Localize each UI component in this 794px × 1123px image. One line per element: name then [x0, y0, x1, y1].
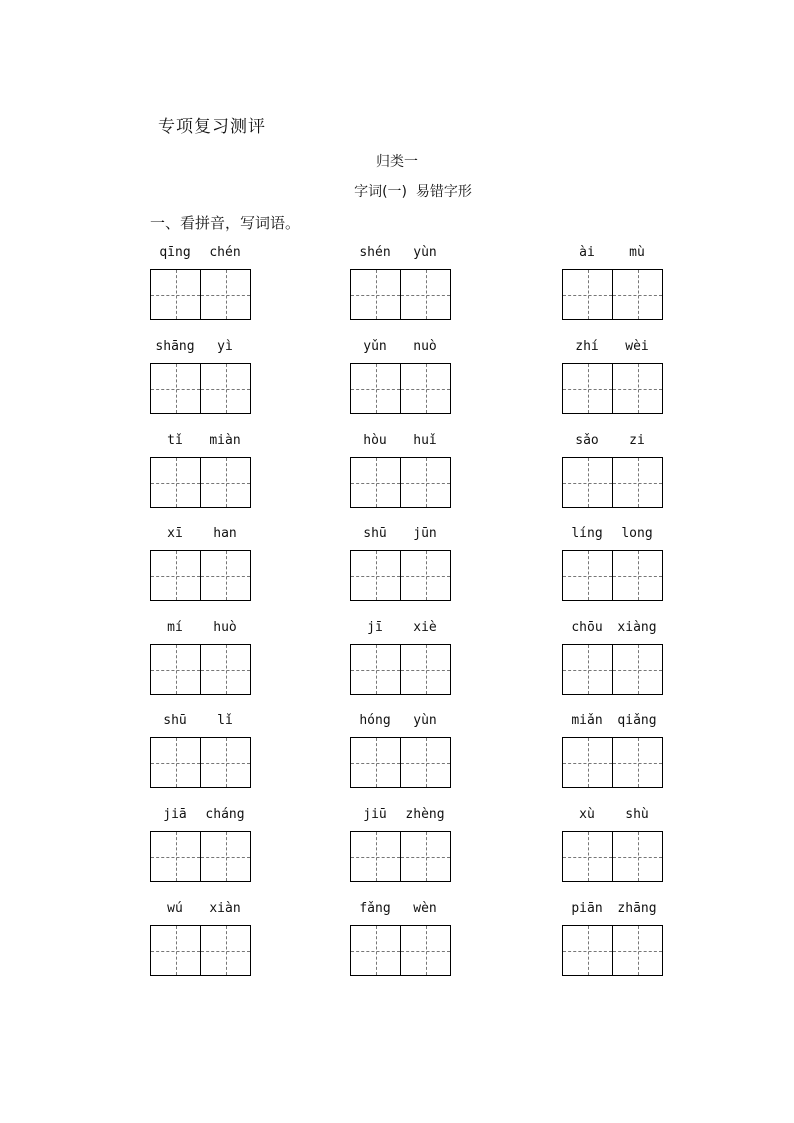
tian-zi-ge-box[interactable]	[562, 457, 613, 508]
tian-zi-ge-box[interactable]	[350, 644, 401, 695]
pinyin-syllable: wú	[167, 901, 183, 916]
writing-boxes	[350, 363, 452, 414]
pinyin-syllable: xiàn	[209, 901, 241, 916]
tian-zi-ge-box[interactable]	[201, 363, 251, 414]
word-item	[562, 620, 664, 695]
writing-boxes	[150, 457, 252, 508]
writing-boxes	[150, 925, 252, 976]
pinyin-syllable: zhèng	[405, 807, 445, 822]
pinyin-syllable: shù	[625, 807, 649, 822]
tian-zi-ge-box[interactable]	[613, 737, 663, 788]
word-item	[562, 526, 664, 601]
pinyin-row	[350, 339, 452, 359]
pinyin-syllable: wèi	[625, 339, 649, 354]
word-item	[562, 901, 664, 976]
pinyin-row	[562, 713, 664, 733]
writing-boxes	[350, 550, 452, 601]
pinyin-row	[350, 713, 452, 733]
word-item	[562, 245, 664, 320]
pinyin-row	[562, 433, 664, 453]
writing-boxes	[350, 925, 452, 976]
word-item	[350, 339, 452, 414]
tian-zi-ge-box[interactable]	[150, 831, 201, 882]
pinyin-syllable: miàn	[209, 433, 241, 448]
word-item	[562, 807, 664, 882]
pinyin-syllable: jiā	[163, 807, 187, 822]
word-item	[562, 433, 664, 508]
section-subtitle: 字词(一) 易错字形	[354, 184, 472, 200]
pinyin-row	[350, 620, 452, 640]
word-item	[350, 620, 452, 695]
tian-zi-ge-box[interactable]	[350, 363, 401, 414]
pinyin-row	[150, 620, 252, 640]
tian-zi-ge-box[interactable]	[350, 925, 401, 976]
word-item	[350, 245, 452, 320]
pinyin-syllable: xiàng	[617, 620, 657, 635]
pinyin-syllable: mù	[629, 245, 645, 260]
writing-boxes	[350, 737, 452, 788]
word-item	[150, 807, 252, 882]
tian-zi-ge-box[interactable]	[562, 363, 613, 414]
pinyin-syllable: miǎn	[571, 713, 603, 728]
pinyin-row	[350, 807, 452, 827]
pinyin-row	[350, 433, 452, 453]
tian-zi-ge-box[interactable]	[562, 269, 613, 320]
word-item	[150, 339, 252, 414]
pinyin-row	[150, 433, 252, 453]
writing-boxes	[562, 925, 664, 976]
pinyin-row	[150, 807, 252, 827]
pinyin-syllable: han	[213, 526, 237, 541]
tian-zi-ge-box[interactable]	[150, 644, 201, 695]
tian-zi-ge-box[interactable]	[401, 269, 451, 320]
tian-zi-ge-box[interactable]	[613, 644, 663, 695]
pinyin-syllable: zhí	[575, 339, 599, 354]
pinyin-row	[562, 807, 664, 827]
pinyin-syllable: fǎng	[359, 901, 391, 916]
word-item	[350, 433, 452, 508]
word-item	[562, 713, 664, 788]
writing-boxes	[350, 644, 452, 695]
tian-zi-ge-box[interactable]	[562, 644, 613, 695]
tian-zi-ge-box[interactable]	[350, 550, 401, 601]
tian-zi-ge-box[interactable]	[401, 925, 451, 976]
writing-boxes	[350, 457, 452, 508]
tian-zi-ge-box[interactable]	[150, 269, 201, 320]
tian-zi-ge-box[interactable]	[613, 831, 663, 882]
pinyin-syllable: jūn	[413, 526, 437, 541]
word-item	[150, 245, 252, 320]
pinyin-syllable: jiū	[363, 807, 387, 822]
writing-boxes	[562, 550, 664, 601]
pinyin-syllable: nuò	[413, 339, 437, 354]
pinyin-syllable: mí	[167, 620, 183, 635]
writing-boxes	[150, 737, 252, 788]
pinyin-syllable: xiè	[413, 620, 437, 635]
tian-zi-ge-box[interactable]	[562, 737, 613, 788]
pinyin-syllable: wèn	[413, 901, 437, 916]
tian-zi-ge-box[interactable]	[401, 644, 451, 695]
tian-zi-ge-box[interactable]	[350, 269, 401, 320]
tian-zi-ge-box[interactable]	[401, 363, 451, 414]
tian-zi-ge-box[interactable]	[401, 831, 451, 882]
pinyin-row	[150, 526, 252, 546]
pinyin-syllable: jī	[367, 620, 383, 635]
tian-zi-ge-box[interactable]	[562, 925, 613, 976]
tian-zi-ge-box[interactable]	[201, 269, 251, 320]
tian-zi-ge-box[interactable]	[401, 550, 451, 601]
page-title: 专项复习测评	[158, 117, 266, 137]
writing-boxes	[350, 269, 452, 320]
pinyin-row	[150, 901, 252, 921]
writing-boxes	[150, 831, 252, 882]
question-instruction: 一、看拼音，写词语。	[150, 214, 301, 232]
tian-zi-ge-box[interactable]	[613, 269, 663, 320]
pinyin-row	[350, 901, 452, 921]
writing-boxes	[562, 457, 664, 508]
tian-zi-ge-box[interactable]	[613, 363, 663, 414]
tian-zi-ge-box[interactable]	[401, 457, 451, 508]
writing-boxes	[562, 363, 664, 414]
pinyin-syllable: shū	[163, 713, 187, 728]
writing-boxes	[562, 737, 664, 788]
category-heading: 归类一	[376, 154, 418, 170]
pinyin-syllable: sǎo	[575, 433, 599, 448]
pinyin-syllable: líng	[571, 526, 603, 541]
tian-zi-ge-box[interactable]	[613, 457, 663, 508]
pinyin-syllable: long	[621, 526, 653, 541]
pinyin-row	[350, 245, 452, 265]
writing-boxes	[350, 831, 452, 882]
pinyin-syllable: shāng	[155, 339, 195, 354]
pinyin-syllable: yùn	[413, 245, 437, 260]
tian-zi-ge-box[interactable]	[201, 737, 251, 788]
tian-zi-ge-box[interactable]	[201, 550, 251, 601]
pinyin-syllable: qīng	[159, 245, 191, 260]
pinyin-syllable: zhāng	[617, 901, 657, 916]
pinyin-syllable: ài	[579, 245, 595, 260]
pinyin-syllable: yùn	[413, 713, 437, 728]
word-item	[150, 620, 252, 695]
pinyin-row	[562, 901, 664, 921]
pinyin-syllable: chén	[209, 245, 241, 260]
word-item	[150, 901, 252, 976]
tian-zi-ge-box[interactable]	[401, 737, 451, 788]
pinyin-syllable: xī	[167, 526, 183, 541]
writing-boxes	[150, 644, 252, 695]
pinyin-syllable: zi	[629, 433, 645, 448]
word-item	[350, 807, 452, 882]
pinyin-syllable: qiǎng	[617, 713, 657, 728]
writing-boxes	[150, 269, 252, 320]
pinyin-row	[562, 526, 664, 546]
pinyin-syllable: yì	[217, 339, 233, 354]
pinyin-row	[150, 713, 252, 733]
tian-zi-ge-box[interactable]	[613, 925, 663, 976]
pinyin-syllable: yǔn	[363, 339, 387, 354]
tian-zi-ge-box[interactable]	[201, 925, 251, 976]
tian-zi-ge-box[interactable]	[350, 737, 401, 788]
tian-zi-ge-box[interactable]	[613, 550, 663, 601]
tian-zi-ge-box[interactable]	[201, 457, 251, 508]
tian-zi-ge-box[interactable]	[150, 363, 201, 414]
writing-boxes	[150, 363, 252, 414]
pinyin-row	[562, 339, 664, 359]
tian-zi-ge-box[interactable]	[201, 644, 251, 695]
pinyin-syllable: hóng	[359, 713, 391, 728]
pinyin-row	[562, 245, 664, 265]
pinyin-syllable: xù	[579, 807, 595, 822]
writing-boxes	[562, 644, 664, 695]
pinyin-syllable: shén	[359, 245, 391, 260]
tian-zi-ge-box[interactable]	[350, 831, 401, 882]
pinyin-row	[150, 339, 252, 359]
tian-zi-ge-box[interactable]	[150, 737, 201, 788]
word-item	[150, 713, 252, 788]
pinyin-syllable: huǐ	[413, 433, 437, 448]
word-item	[350, 901, 452, 976]
tian-zi-ge-box[interactable]	[150, 925, 201, 976]
word-item	[150, 526, 252, 601]
word-item	[562, 339, 664, 414]
pinyin-syllable: cháng	[205, 807, 245, 822]
pinyin-syllable: chōu	[571, 620, 603, 635]
tian-zi-ge-box[interactable]	[562, 550, 613, 601]
tian-zi-ge-box[interactable]	[562, 831, 613, 882]
tian-zi-ge-box[interactable]	[350, 457, 401, 508]
pinyin-syllable: lǐ	[217, 713, 233, 728]
writing-boxes	[150, 550, 252, 601]
pinyin-syllable: shū	[363, 526, 387, 541]
pinyin-syllable: piān	[571, 901, 603, 916]
tian-zi-ge-box[interactable]	[150, 550, 201, 601]
pinyin-row	[562, 620, 664, 640]
pinyin-row	[150, 245, 252, 265]
pinyin-syllable: tǐ	[167, 433, 183, 448]
tian-zi-ge-box[interactable]	[150, 457, 201, 508]
pinyin-row	[350, 526, 452, 546]
word-item	[150, 433, 252, 508]
pinyin-syllable: hòu	[363, 433, 387, 448]
pinyin-syllable: huò	[213, 620, 237, 635]
writing-boxes	[562, 269, 664, 320]
word-item	[350, 713, 452, 788]
tian-zi-ge-box[interactable]	[201, 831, 251, 882]
writing-boxes	[562, 831, 664, 882]
word-item	[350, 526, 452, 601]
